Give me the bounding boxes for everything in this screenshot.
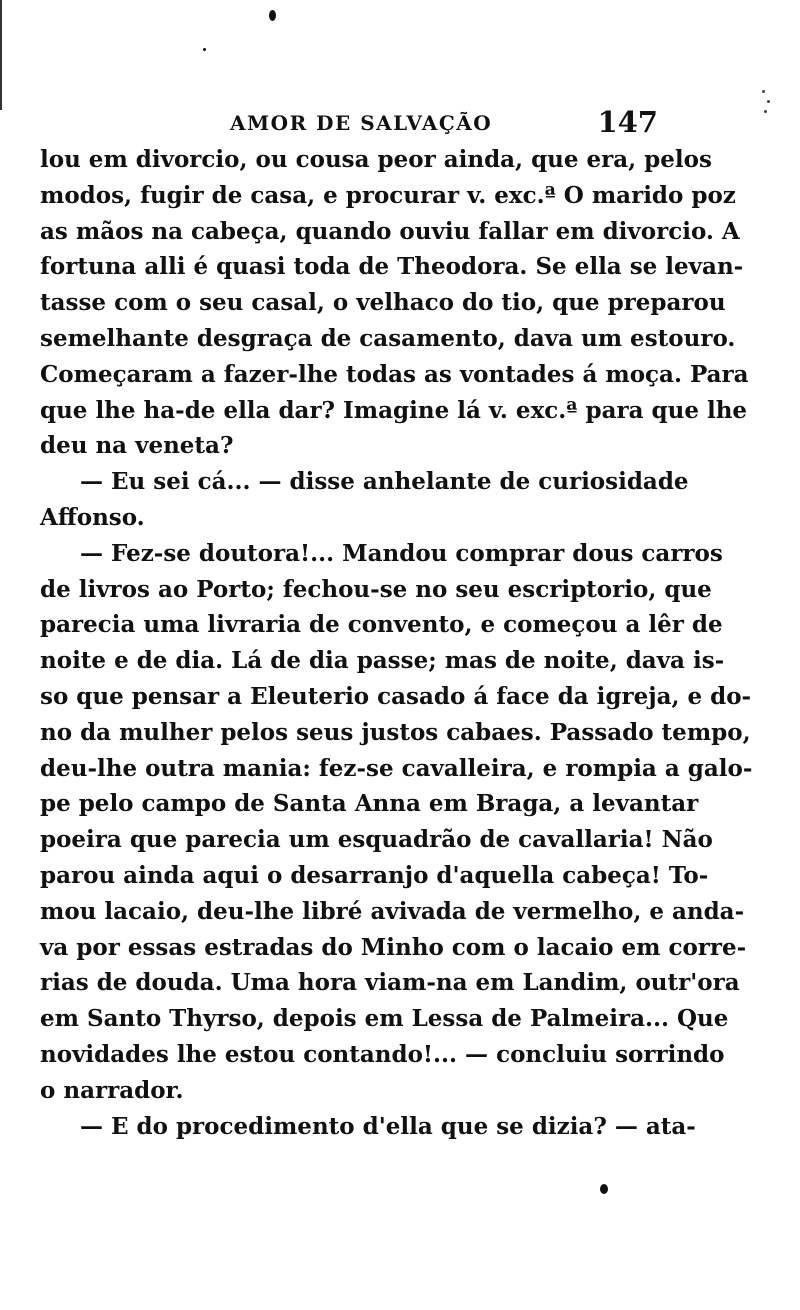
text-line: o narrador. — [40, 1076, 184, 1104]
text-line: no da mulher pelos seus justos cabaes. Passado tempo, — [40, 718, 751, 746]
text-line: rias de douda. Uma hora viam-na em Landim, outr'ora — [40, 969, 740, 997]
body-text — [40, 142, 753, 1144]
page-edge-shadow — [0, 0, 2, 110]
text-line: so que pensar a Eleuterio casado á face da igreja, e do- — [40, 682, 752, 710]
ink-speck — [203, 48, 206, 51]
text-line: poeira que parecia um esquadrão de cavallaria! Não — [40, 826, 713, 854]
text-line: as mãos na cabeça, quando ouviu fallar em divorcio. A — [40, 217, 740, 245]
text-line: semelhante desgraça de casamento, dava um estouro. — [40, 324, 736, 352]
text-line: mou lacaio, deu-lhe libré avivada de vermelho, e anda- — [40, 897, 745, 925]
ink-speck — [600, 1184, 608, 1194]
text-line: Affonso. — [40, 503, 145, 531]
text-line: de livros ao Porto; fechou-se no seu escriptorio, que — [40, 575, 712, 603]
text-line: fortuna alli é quasi toda de Theodora. Se ella se levan- — [40, 253, 744, 281]
text-line: lou em divorcio, ou cousa peor ainda, que era, pelos — [40, 146, 712, 173]
text-line: em Santo Thyrso, depois em Lessa de Palmeira... Que — [40, 1005, 729, 1033]
text-line: tasse com o seu casal, o velhaco do tio, que preparou — [40, 289, 726, 317]
text-line: parecia uma livraria de convento, e começou a lêr de — [40, 611, 723, 639]
text-line: Começaram a fazer-lhe todas as vontades á moça. Para — [40, 360, 749, 388]
text-line: deu na veneta? — [40, 432, 234, 460]
text-line: — E do procedimento d'ella que se dizia? — ata- — [80, 1112, 696, 1140]
running-title: AMOR DE SALVAÇÃO — [230, 111, 493, 135]
text-line: novidades lhe estou contando!... — concluiu sorrindo — [40, 1040, 725, 1068]
text-line: — Eu sei cá... — disse anhelante de curiosidade — [80, 468, 689, 496]
running-header — [40, 105, 660, 141]
text-line: va por essas estradas do Minho com o lacaio em corre- — [40, 933, 747, 961]
text-line: parou ainda aqui o desarranjo d'aquella cabeça! To- — [40, 861, 709, 889]
text-line: pe pelo campo de Santa Anna em Braga, a levantar — [40, 790, 699, 818]
scan-noise — [760, 88, 772, 118]
ink-speck — [269, 10, 276, 21]
page-number: 147 — [597, 105, 658, 139]
text-line: — Fez-se doutora!... Mandou comprar dous carros — [80, 539, 723, 567]
text-line: deu-lhe outra mania: fez-se cavalleira, e rompia a galo- — [40, 754, 753, 782]
text-line: modos, fugir de casa, e procurar v. exc.ª O marido poz — [40, 181, 736, 209]
text-line: que lhe ha-de ella dar? Imagine lá v. exc.ª para que lhe — [40, 396, 748, 424]
text-line: noite e de dia. Lá de dia passe; mas de noite, dava is- — [40, 647, 725, 675]
